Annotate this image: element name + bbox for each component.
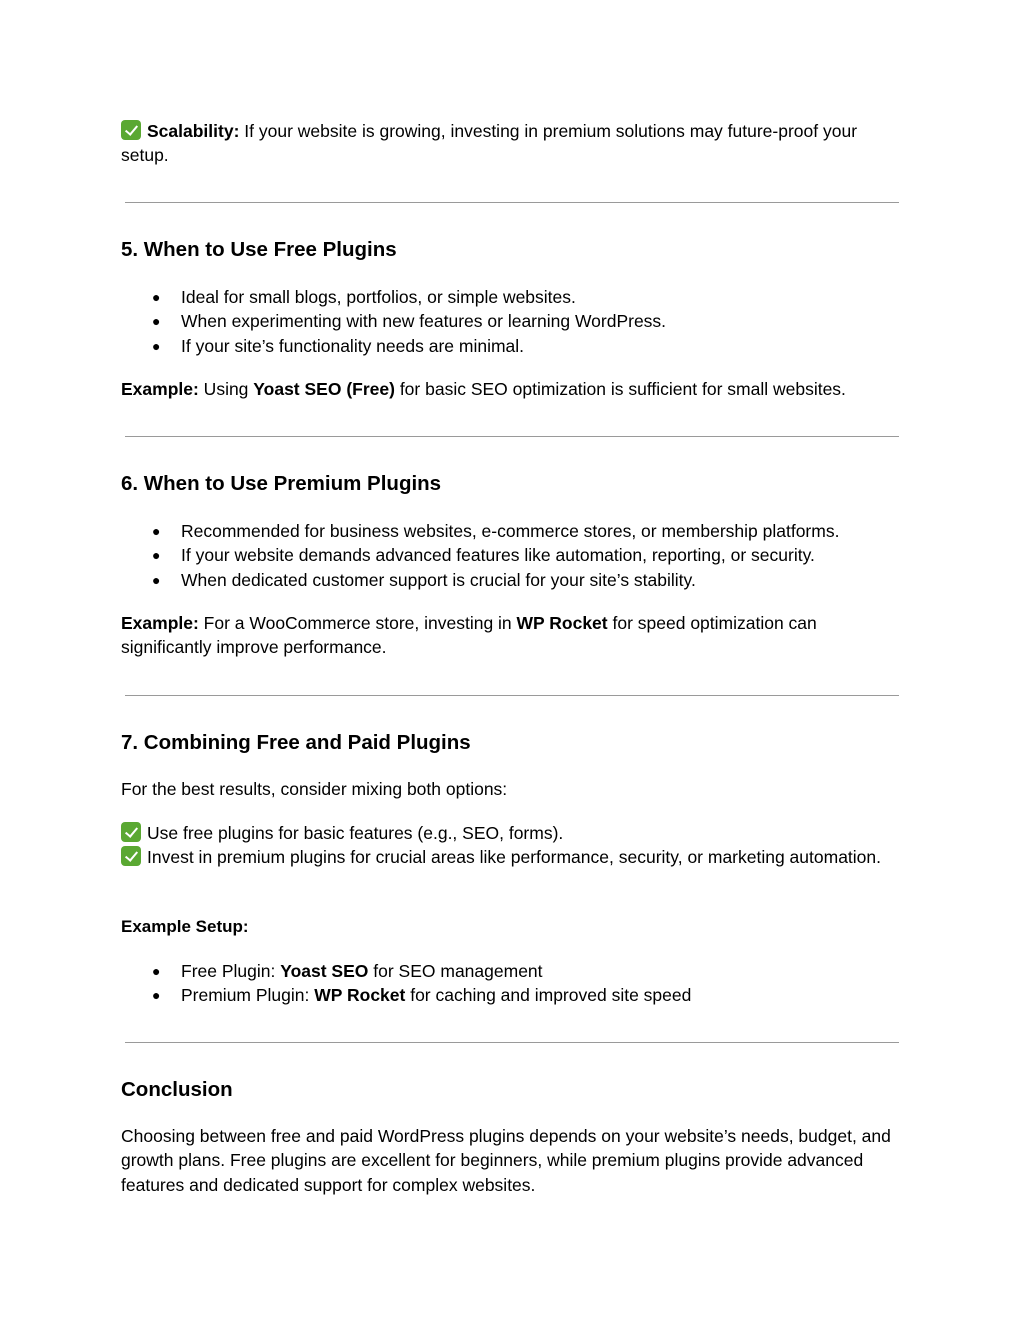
setup-item-suffix: for SEO management (368, 961, 543, 981)
bullet-glyph: ● (152, 987, 161, 1004)
section-7-heading: 7. Combining Free and Paid Plugins (121, 731, 471, 754)
list-item (121, 568, 839, 592)
list-item (121, 543, 839, 567)
scalability-label: Scalability: (147, 121, 240, 141)
example-plugin-name: Yoast SEO (Free) (253, 379, 395, 399)
example-text: for basic SEO optimization is sufficient for small websites. (394, 379, 846, 399)
conclusion-heading: Conclusion (121, 1078, 233, 1101)
scalability-text: If your website is growing, investing in premium solutions may future-proof your setup. (121, 121, 858, 166)
bullet-glyph: ● (152, 523, 161, 539)
list-item-text: Ideal for small blogs, portfolios, or simple websites. (181, 287, 576, 307)
example-plugin-name: WP Rocket (516, 613, 608, 633)
list-item (121, 285, 666, 309)
list-item (121, 309, 666, 333)
list-item-text: When experimenting with new features or learning WordPress. (181, 311, 667, 332)
setup-item-suffix: for caching and improved site speed (405, 985, 692, 1006)
checklist-item-text: Use free plugins for basic features (e.g., SEO, forms). (147, 823, 564, 843)
section-5-example (121, 377, 901, 401)
section-7-checklist (121, 821, 901, 870)
list-item-text: If your site’s functionality needs are minimal. (181, 335, 525, 356)
example-text: For a WooCommerce store, investing in (198, 613, 517, 633)
example-label: Example: (121, 613, 199, 633)
check-mark-icon (121, 822, 141, 842)
setup-item-plugin: Yoast SEO (280, 961, 369, 981)
scalability-paragraph (121, 119, 901, 168)
bullet-glyph: ● (152, 313, 161, 330)
example-setup-label-text: Example Setup: (121, 917, 249, 936)
list-item (121, 983, 691, 1007)
setup-item-plugin: WP Rocket (314, 985, 406, 1006)
example-setup-list (121, 959, 691, 1008)
list-item-text: Recommended for business websites, e-commerce stores, or membership platforms. (181, 521, 840, 541)
section-6-example (121, 611, 901, 660)
section-5-heading: 5. When to Use Free Plugins (121, 238, 397, 261)
section-6-bullet-list (121, 519, 839, 592)
setup-item-prefix: Free Plugin: (181, 961, 281, 981)
bullet-glyph: ● (152, 963, 161, 979)
conclusion-paragraph: Choosing between free and paid WordPress plugins depends on your website’s needs, budget, and growth plans. Free plugins are excellent for beginners, while premium plugins provide advanced features and dedicated support for complex websites. (121, 1126, 891, 1195)
check-mark-icon (121, 846, 141, 866)
check-mark-icon (121, 120, 141, 140)
bullet-glyph: ● (152, 571, 161, 588)
section-5-bullet-list (121, 285, 666, 358)
section-6-heading: 6. When to Use Premium Plugins (121, 472, 442, 495)
divider (125, 1042, 899, 1043)
list-item (121, 519, 839, 543)
divider (125, 436, 899, 437)
checklist-item-text: Invest in premium plugins for crucial areas like performance, security, or marketing automation. (147, 847, 882, 868)
bullet-glyph: ● (152, 547, 161, 564)
example-text: Using (198, 379, 254, 399)
section-7-intro: For the best results, consider mixing both options: (121, 779, 508, 799)
example-label: Example: (121, 379, 199, 399)
bullet-glyph: ● (152, 289, 161, 305)
divider (125, 695, 899, 696)
list-item-text: If your website demands advanced features like automation, reporting, or security. (181, 545, 815, 566)
example-text: for speed optimization can significantly improve performance. (121, 613, 817, 658)
list-item (121, 959, 691, 983)
list-item (121, 334, 666, 358)
bullet-glyph: ● (152, 337, 161, 354)
list-item-text: When dedicated customer support is crucial for your site’s stability. (181, 569, 696, 590)
example-setup-label (121, 915, 901, 939)
setup-item-prefix: Premium Plugin: (181, 985, 315, 1006)
divider (125, 202, 899, 203)
